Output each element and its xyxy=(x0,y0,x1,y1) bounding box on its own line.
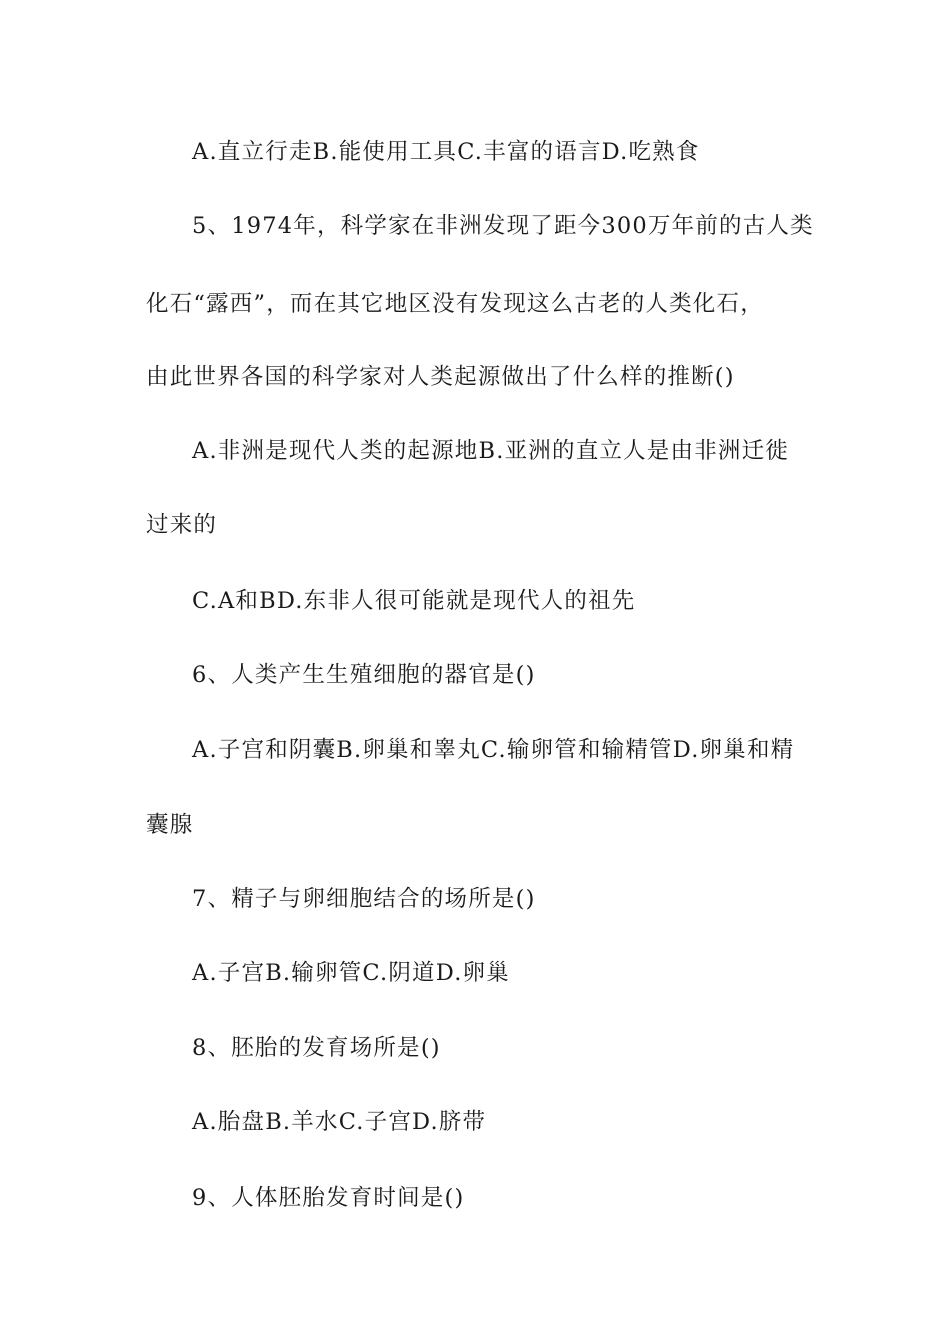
q6-question: 6、人类产生生殖细胞的器官是() xyxy=(192,662,536,688)
q5-options-line-3: C.A和BD.东非人很可能就是现代人的祖先 xyxy=(192,588,636,614)
q5-question-line-1: 5、1974年，科学家在非洲发现了距今300万年前的古人类 xyxy=(192,213,814,239)
q7-options: A.子宫B.输卵管C.阴道D.卵巢 xyxy=(192,960,510,986)
q6-options-line-1: A.子宫和阴囊B.卵巢和睾丸C.输卵管和输精管D.卵巢和精 xyxy=(192,737,795,763)
q8-question: 8、胚胎的发育场所是() xyxy=(192,1035,441,1061)
q5-options-line-1: A.非洲是现代人类的起源地B.亚洲的直立人是由非洲迁徙 xyxy=(192,438,789,464)
q6-options-line-2: 囊腺 xyxy=(146,812,194,838)
q4-options: A.直立行走B.能使用工具C.丰富的语言D.吃熟食 xyxy=(192,139,700,165)
q8-options: A.胎盘B.羊水C.子宫D.脐带 xyxy=(192,1109,487,1135)
q5-options-line-2: 过来的 xyxy=(146,512,218,538)
q7-question: 7、精子与卵细胞结合的场所是() xyxy=(192,886,536,912)
q5-question-line-2: 化石“露西”，而在其它地区没有发现这么古老的人类化石， xyxy=(146,291,764,317)
q5-question-line-3: 由此世界各国的科学家对人类起源做出了什么样的推断() xyxy=(146,364,735,390)
q9-question: 9、人体胚胎发育时间是() xyxy=(192,1185,465,1211)
